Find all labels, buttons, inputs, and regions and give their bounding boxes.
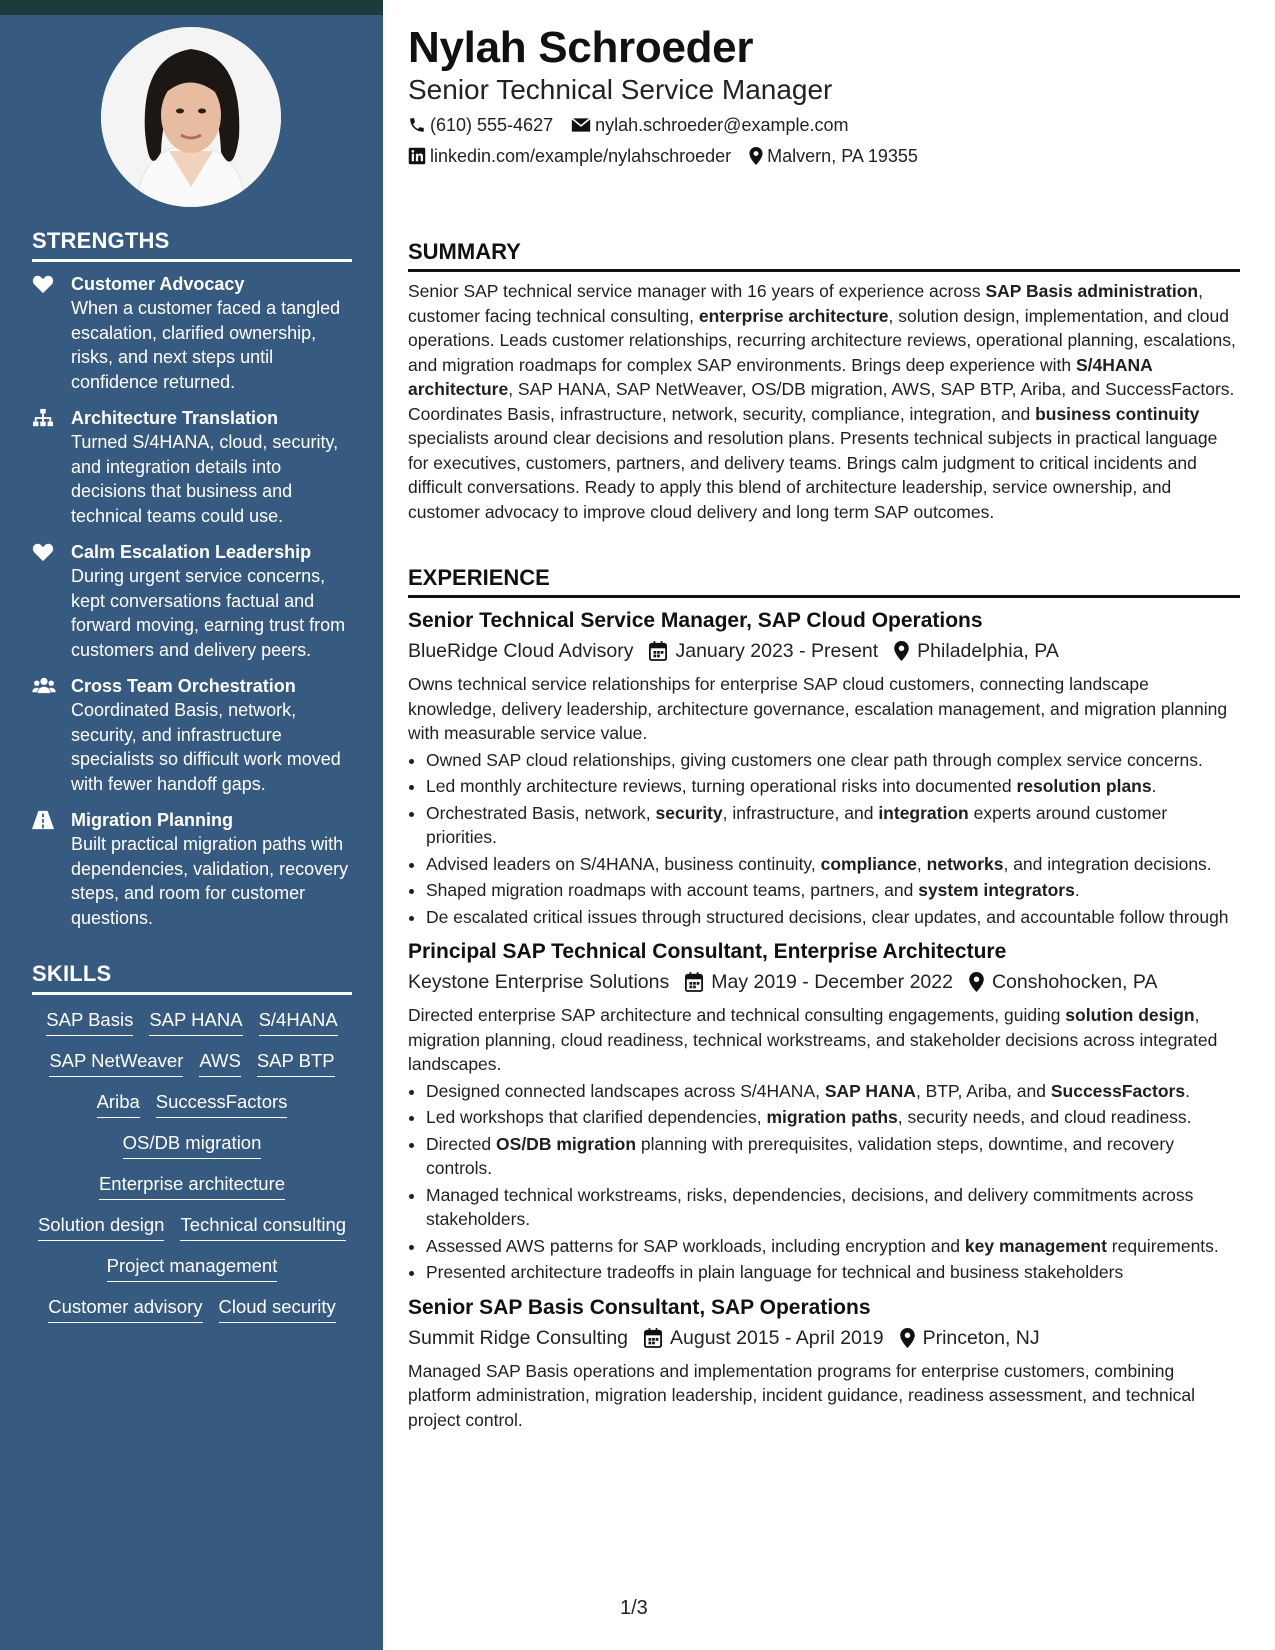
job-location <box>894 637 1059 665</box>
job-description <box>408 1359 1240 1433</box>
job-title: Senior Technical Service Manager, SAP Cloud Operations <box>408 609 983 632</box>
job-bullet <box>426 1183 1240 1232</box>
text-run: Owned SAP cloud relationships, giving customers one clear path through complex service concerns. <box>426 749 1203 770</box>
text-run: Presented architecture tradeoffs in plain language for technical and business stakeholders <box>426 1262 1124 1282</box>
text-run: experts around customer priorities. <box>426 802 1168 847</box>
job-location-text: Conshohocken, PA <box>991 971 1158 993</box>
page-number: 1/3 <box>620 1597 648 1619</box>
job-dates <box>649 637 878 665</box>
job-description <box>408 672 1240 746</box>
candidate-name: Nylah Schroeder <box>408 23 754 72</box>
strength-description: When a customer faced a tangled escalation, clarified ownership, risks, and next steps until confidence returned. <box>71 298 341 392</box>
strength-item <box>32 540 352 662</box>
map-pin-icon <box>969 972 984 992</box>
envelope-icon <box>571 117 591 133</box>
skill-tag: Solution design <box>38 1214 165 1241</box>
job-bullets <box>408 1079 1240 1285</box>
text-run: Led workshops that clarified dependencies, <box>426 1107 767 1127</box>
skill-tag: SAP Basis <box>46 1009 133 1036</box>
phone-contact <box>408 114 553 136</box>
summary-text <box>408 279 1240 524</box>
sitemap-icon <box>32 408 54 428</box>
job-dates-text: August 2015 - April 2019 <box>670 1326 884 1349</box>
experience-heading: EXPERIENCE <box>408 565 1240 598</box>
job-bullet <box>426 801 1240 850</box>
strength-item <box>32 808 352 930</box>
job-bullet <box>426 905 1240 930</box>
text-run: , migration planning, cloud readiness, technical workstreams, and stakeholder decisions across integrated landscapes. <box>408 1005 1218 1074</box>
bold-text-run: system integrators <box>918 880 1075 900</box>
skill-tag: Customer advisory <box>48 1296 202 1323</box>
job-bullets <box>408 748 1240 930</box>
skill-tag: SAP NetWeaver <box>49 1050 183 1077</box>
jobs-list <box>408 607 1240 1432</box>
text-run: planning with prerequisites, validation steps, downtime, and recovery controls. <box>426 1133 1174 1178</box>
text-run: De escalated critical issues through structured decisions, clear updates, and accountable follow through <box>426 906 1229 927</box>
road-icon <box>32 810 54 830</box>
summary-section <box>408 239 1240 524</box>
strength-title: Customer Advocacy <box>71 274 245 294</box>
strengths-heading: STRENGTHS <box>32 228 352 262</box>
text-run: Senior SAP technical service manager with 16 years of experience across <box>408 281 986 301</box>
text-run: Managed technical workstreams, risks, dependencies, decisions, and delivery commitments across stakeholders. <box>426 1184 1194 1229</box>
job-entry <box>408 1294 1240 1433</box>
bold-text-run: SuccessFactors <box>1050 1080 1186 1101</box>
job-meta <box>408 1324 1240 1352</box>
job-dates-text: May 2019 - December 2022 <box>711 971 953 993</box>
job-meta <box>408 637 1240 665</box>
strength-item <box>32 272 352 394</box>
job-bullet <box>426 748 1240 773</box>
text-run: , infrastructure, and <box>722 802 879 823</box>
bold-text-run: OS/DB migration <box>496 1133 637 1154</box>
summary-heading: SUMMARY <box>408 239 1240 272</box>
job-description <box>408 1003 1240 1077</box>
bold-text-run: networks <box>926 853 1004 874</box>
job-entry <box>408 607 1240 929</box>
strength-description: Turned S/4HANA, cloud, security, and integration details into decisions that business and technical teams could use. <box>71 432 339 526</box>
bold-text-run: integration <box>878 802 969 823</box>
text-run: . <box>1074 880 1080 900</box>
profile-photo-icon <box>101 27 281 207</box>
skill-tag: Technical consulting <box>180 1214 346 1241</box>
strength-item <box>32 674 352 796</box>
strength-title: Migration Planning <box>71 810 233 830</box>
job-bullet <box>426 1079 1240 1104</box>
users-icon <box>32 676 54 696</box>
skill-tag: Ariba <box>97 1091 140 1118</box>
job-bullet <box>426 1105 1240 1130</box>
strength-item <box>32 406 352 528</box>
company-name: BlueRidge Cloud Advisory <box>408 640 634 662</box>
calendar-icon <box>685 972 703 992</box>
job-dates-text: January 2023 - Present <box>675 640 879 662</box>
bold-text-run: resolution plans <box>1016 776 1152 796</box>
job-dates <box>685 968 953 996</box>
job-bullet <box>426 852 1240 877</box>
text-run: , BTP, Ariba, and <box>915 1080 1051 1101</box>
contact-row-1 <box>408 114 866 136</box>
job-location-text: Princeton, NJ <box>922 1326 1040 1349</box>
text-run: . <box>1185 1080 1190 1101</box>
text-run: , SAP HANA, SAP NetWeaver, OS/DB migration, AWS, SAP BTP, Ariba, and SuccessFactors. Coordinates Basis, infrastructure, network, security, compliance, integration, and <box>408 379 1235 424</box>
company-name: Keystone Enterprise Solutions <box>408 971 670 993</box>
contact-row-2 <box>408 145 936 167</box>
text-run: , and integration decisions. <box>1003 853 1212 874</box>
job-location <box>969 968 1158 996</box>
text-run: Led monthly architecture reviews, turning operational risks into documented <box>426 776 1017 796</box>
map-pin-icon <box>894 641 909 661</box>
avatar <box>101 27 281 207</box>
text-run: Shaped migration roadmaps with account teams, partners, and <box>426 880 919 900</box>
calendar-icon <box>644 1328 662 1348</box>
strength-description: During urgent service concerns, kept conversations factual and forward moving, earning trust from customers and delivery peers. <box>71 566 346 660</box>
skill-tag: Project management <box>107 1255 278 1282</box>
text-run: Directed enterprise SAP architecture and technical consulting engagements, guiding <box>408 1005 1066 1025</box>
skill-tag: SAP HANA <box>149 1009 242 1036</box>
linkedin-contact[interactable] <box>408 145 731 167</box>
text-run: requirements. <box>1106 1235 1219 1256</box>
bold-text-run: business continuity <box>1035 403 1200 424</box>
skill-tag: SuccessFactors <box>156 1091 288 1118</box>
text-run: Managed SAP Basis operations and implementation programs for enterprise customers, combining platform administration, migration leadership, incident guidance, readiness assessment, and technical project control. <box>408 1360 1195 1430</box>
text-run: , security needs, and cloud readiness. <box>897 1107 1192 1127</box>
text-run: Advised leaders on S/4HANA, business continuity, <box>426 853 821 874</box>
bold-text-run: SAP Basis administration <box>985 281 1199 301</box>
phone-icon <box>408 116 426 134</box>
job-location <box>900 1324 1040 1352</box>
linkedin-url[interactable]: linkedin.com/example/nylahschroeder <box>430 146 732 166</box>
heart-icon <box>32 274 54 294</box>
skill-tag: SAP BTP <box>257 1050 335 1077</box>
job-location-text: Philadelphia, PA <box>917 640 1059 662</box>
job-bullet <box>426 878 1240 903</box>
bold-text-run: migration paths <box>766 1107 898 1127</box>
text-run: Directed <box>426 1133 497 1154</box>
email-address[interactable]: nylah.schroeder@example.com <box>595 115 849 135</box>
sidebar <box>0 15 383 1650</box>
location-text: Malvern, PA 19355 <box>767 146 918 166</box>
skill-tag: S/4HANA <box>259 1009 338 1036</box>
candidate-headline: Senior Technical Service Manager <box>408 74 833 105</box>
strength-description: Built practical migration paths with dependencies, validation, recovery steps, and room for customer questions. <box>71 834 349 928</box>
calendar-icon <box>649 641 667 661</box>
skill-tag: Enterprise architecture <box>99 1173 285 1200</box>
text-run: Designed connected landscapes across S/4HANA, <box>426 1080 825 1101</box>
linkedin-icon <box>408 147 426 165</box>
text-run: , <box>916 853 927 874</box>
text-run: Owns technical service relationships for enterprise SAP cloud customers, connecting landscape knowledge, delivery leadership, architecture governance, escalation management, and migration planning with measurable service value. <box>408 674 1228 743</box>
bold-text-run: S/4HANA architecture <box>408 354 1153 399</box>
job-bullet <box>426 1234 1240 1259</box>
job-entry <box>408 938 1240 1285</box>
bold-text-run: SAP HANA <box>824 1080 916 1101</box>
map-pin-icon <box>749 147 763 165</box>
job-dates <box>644 1324 884 1352</box>
job-title: Principal SAP Technical Consultant, Enterprise Architecture <box>408 940 1007 963</box>
heart-icon <box>32 542 54 562</box>
strengths-list <box>32 272 352 930</box>
email-contact[interactable] <box>571 114 848 136</box>
job-bullet <box>426 1260 1240 1285</box>
text-run: Orchestrated Basis, network, <box>426 802 656 823</box>
skill-tag: Cloud security <box>219 1296 336 1323</box>
skills-section <box>32 961 352 1323</box>
text-run: , solution design, implementation, and cloud operations. Leads customer relationships, recurring architecture reviews, operational planning, escalations, and migration roadmaps for complex SAP environments. Brings deep experience with <box>408 305 1236 375</box>
strength-title: Calm Escalation Leadership <box>71 542 312 562</box>
strength-title: Architecture Translation <box>71 408 279 428</box>
phone-number: (610) 555-4627 <box>430 115 554 135</box>
job-bullet <box>426 774 1240 799</box>
text-run: . <box>1151 776 1157 796</box>
location-contact <box>749 145 918 167</box>
text-run: specialists around clear decisions and resolution plans. Presents technical subjects in practical language for executives, customers, partners, and delivery teams. Brings calm judgment to critical incidents and difficult conversations. Ready to apply this blend of architecture leadership, service ownership, and customer advocacy to improve cloud delivery and long term SAP outcomes. <box>408 428 1218 522</box>
skill-tag: AWS <box>199 1050 240 1077</box>
top-accent-bar <box>0 0 383 15</box>
strengths-section <box>32 228 352 930</box>
text-run: Assessed AWS patterns for SAP workloads, including encryption and <box>426 1235 965 1256</box>
company-name: Summit Ridge Consulting <box>408 1326 629 1349</box>
strength-title: Cross Team Orchestration <box>71 676 296 696</box>
bold-text-run: compliance <box>820 853 917 874</box>
skills-heading: SKILLS <box>32 961 352 995</box>
experience-section <box>408 565 1240 1432</box>
job-meta <box>408 968 1240 996</box>
map-pin-icon <box>900 1328 915 1348</box>
skill-tag: OS/DB migration <box>123 1132 262 1159</box>
job-bullet <box>426 1132 1240 1181</box>
bold-text-run: enterprise architecture <box>698 305 889 326</box>
job-title: Senior SAP Basis Consultant, SAP Operations <box>408 1295 871 1319</box>
bold-text-run: key management <box>964 1235 1107 1256</box>
text-run: , customer facing technical consulting, <box>408 281 1204 326</box>
strength-description: Coordinated Basis, network, security, and infrastructure specialists so difficult work moved with fewer handoff gaps. <box>71 700 341 794</box>
bold-text-run: security <box>655 802 723 823</box>
bold-text-run: solution design <box>1065 1005 1195 1025</box>
skills-list <box>32 1009 352 1323</box>
